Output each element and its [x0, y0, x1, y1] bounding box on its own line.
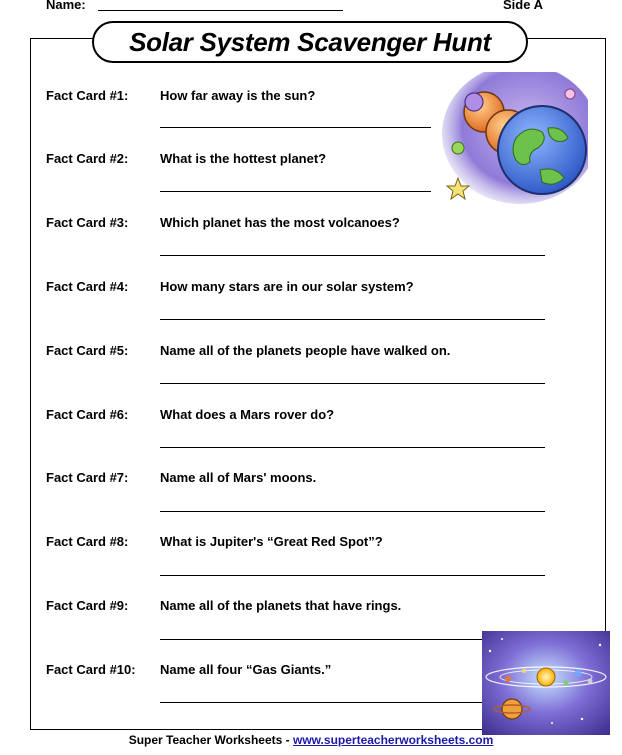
- answer-line-3[interactable]: [160, 255, 545, 256]
- fact-question: Name all of Mars' moons.: [160, 470, 317, 485]
- worksheet-title: Solar System Scavenger Hunt: [92, 21, 528, 63]
- footer-brand: Super Teacher Worksheets: [128, 733, 283, 747]
- fact-question: What is the hottest planet?: [160, 151, 327, 166]
- side-label: Side A: [503, 0, 543, 12]
- galaxy-illustration: [482, 631, 610, 735]
- fact-question: Name all of the planets that have rings.: [160, 598, 402, 613]
- fact-label: Fact Card #10:: [46, 662, 136, 677]
- answer-line-9[interactable]: [160, 639, 482, 640]
- fact-question: What is Jupiter's “Great Red Spot”?: [160, 534, 383, 549]
- answer-line-7[interactable]: [160, 511, 545, 512]
- fact-label: Fact Card #7:: [46, 470, 129, 485]
- fact-question: Which planet has the most volcanoes?: [160, 215, 400, 230]
- footer: [0, 733, 622, 747]
- name-label: Name:: [46, 0, 86, 12]
- fact-label: Fact Card #9:: [46, 598, 129, 613]
- answer-line-5[interactable]: [160, 383, 545, 384]
- name-line[interactable]: [98, 10, 343, 11]
- answer-line-8[interactable]: [160, 575, 545, 576]
- fact-label: Fact Card #8:: [46, 534, 129, 549]
- fact-label: Fact Card #3:: [46, 215, 129, 230]
- fact-question: What does a Mars rover do?: [160, 407, 335, 422]
- fact-label: Fact Card #2:: [46, 151, 129, 166]
- fact-label: Fact Card #1:: [46, 88, 129, 103]
- answer-line-1[interactable]: [160, 127, 431, 128]
- footer-separator: -: [282, 733, 293, 747]
- fact-label: Fact Card #4:: [46, 279, 129, 294]
- answer-line-6[interactable]: [160, 447, 545, 448]
- fact-label: Fact Card #5:: [46, 343, 129, 358]
- fact-question: How far away is the sun?: [160, 88, 316, 103]
- footer-link[interactable]: www.superteacherworksheets.com: [293, 733, 494, 747]
- answer-line-4[interactable]: [160, 319, 545, 320]
- fact-question: How many stars are in our solar system?: [160, 279, 414, 294]
- fact-question: Name all of the planets people have walked on.: [160, 343, 451, 358]
- fact-question: Name all four “Gas Giants.”: [160, 662, 332, 677]
- answer-line-10[interactable]: [160, 702, 482, 703]
- fact-label: Fact Card #6:: [46, 407, 129, 422]
- planets-illustration: [430, 72, 588, 214]
- answer-line-2[interactable]: [160, 191, 431, 192]
